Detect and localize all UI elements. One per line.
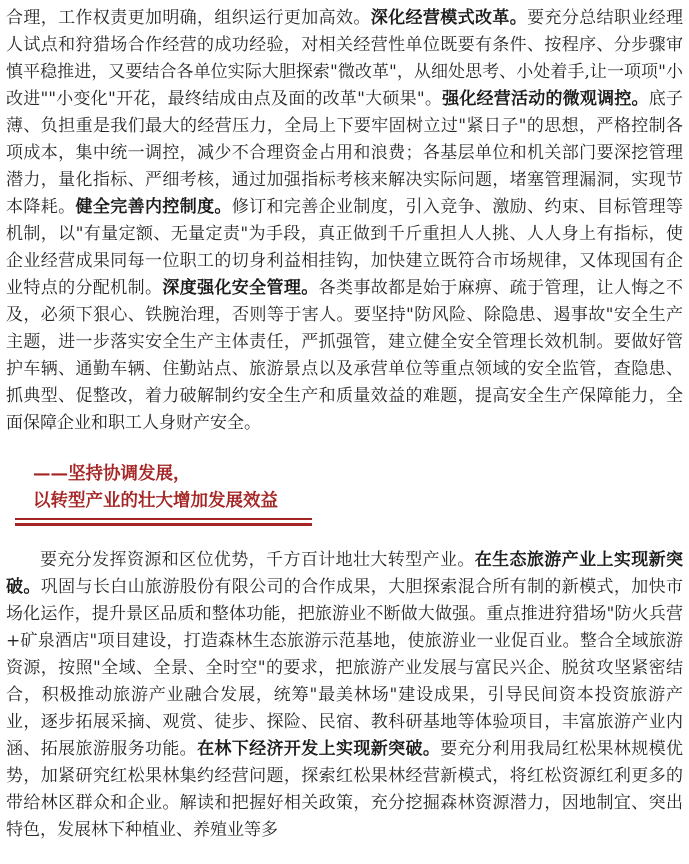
body-paragraph-2	[6, 547, 683, 844]
section-heading-double-underline	[15, 518, 312, 526]
bold-run: 在生态旅游产业上实现新突破。	[6, 550, 684, 597]
text-run: 要充分利用我局红松果林规模优势，加紧研究红松果林集约经营问题，探索红松果林经营新模式，将红松资源红利更多的带给林区群众和企业。解读和把握好相关政策，充分挖掘森林资源潜力，因地制宜、突出特色，发展林下种植业、养殖业等多	[6, 739, 684, 840]
bold-run: 强化经营活动的微观调控。	[442, 89, 649, 109]
bold-run: 深度强化安全管理。	[162, 278, 319, 298]
section-heading-line-1: ——坚持协调发展，	[33, 464, 191, 484]
bold-run: 深化经营模式改革。	[370, 8, 528, 28]
section-heading-line-2: 以转型产业的壮大增加发展效益	[33, 491, 278, 511]
text-run: 修订和完善企业制度，引入竞争、激励、约束、目标管理等机制，以"有量定额、无量定责"为手段，真正做到千斤重担人人挑、人人身上有指标，使企业经营成果同每一位职工的切身利益相挂钩，加快建立既符合市场规律，又体现国有企业特点的分配机制。	[6, 197, 684, 298]
text-run: 巩固与长白山旅游股份有限公司的合作成果，大胆探索混合所有制的新模式，加快市场化运作，提升景区品质和整体功能，把旅游业不断做大做强。重点推进狩猎场"防火兵营+矿泉酒店"项目建设，打造森林生态旅游示范基地，使旅游业一业促百业。整合全域旅游资源，按照"全域、全景、全时空"的要求，把旅游产业发展与富民兴企、脱贫攻坚紧密结合，积极推动旅游产业融合发展，统筹"最美林场"建设成果，引导民间资本投资旅游产业，逐步拓展采摘、观赏、徒步、探险、民宿、教科研基地等体验项目，丰富旅游产业内涵、拓展旅游服务功能。	[6, 577, 684, 759]
section-heading	[6, 461, 683, 515]
body-paragraph-1	[6, 5, 683, 437]
bold-run: 健全完善内控制度。	[75, 197, 232, 217]
text-run: 要充分发挥资源和区位优势，千方百计地壮大转型产业。	[40, 550, 475, 570]
bold-run: 在林下经济开发上实现新突破。	[197, 739, 441, 759]
text-run: 各类事故都是始于麻痹、疏于管理，让人悔之不及，必须下狠心、铁腕治理，否则等于害人。要坚持"防风险、除隐患、遏事故"安全生产主题，进一步落实安全生产主体责任，严抓强管，建立健全安全管理长效机制。要做好管护车辆、通勤车辆、住勤站点、旅游景点以及承营单位等重点领域的安全监管，查隐患、抓典型、促整改，着力破解制约安全生产和质量效益的难题，提高安全生产保障能力，全面保障企业和职工人身财产安全。	[6, 278, 684, 433]
text-run: 合理，工作权责更加明确，组织运行更加高效。	[6, 8, 371, 28]
text-run: 底子薄、负担重是我们最大的经营压力，全局上下要牢固树立过"紧日子"的思想，严格控制各项成本，集中统一调控，减少不合理资金占用和浪费；各基层单位和机关部门要深挖管理潜力，量化指标、严细考核，通过加强指标考核来解决实际问题，堵塞管理漏洞，实现节本降耗。	[6, 89, 684, 217]
text-run: 要充分总结职业经理人试点和狩猎场合作经营的成功经验，对相关经营性单位既要有条件、按程序、分步骤审慎平稳推进，又要结合各单位实际大胆探索"微改革"，从细处思考、小处着手,让一项项"小改进""小变化"开花，最终结成由点及面的改革"大硕果"。	[6, 8, 684, 109]
